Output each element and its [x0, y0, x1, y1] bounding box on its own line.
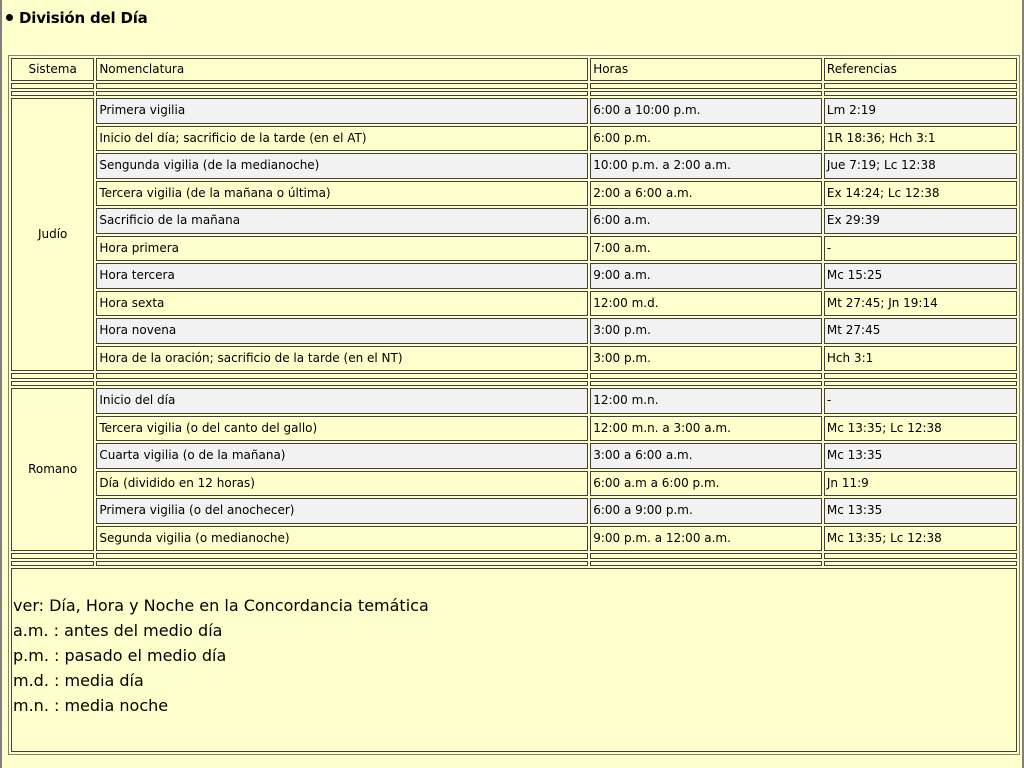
cell-referencias: Hch 3:1: [824, 346, 1017, 372]
sistema-romano: Romano: [11, 388, 94, 551]
notes-row: [11, 568, 1017, 752]
cell-horas: 3:00 a 6:00 a.m.: [590, 443, 822, 469]
cell-referencias: Ex 29:39: [824, 208, 1017, 234]
spacer-row: [11, 561, 1017, 567]
cell-referencias: Lm 2:19: [824, 98, 1017, 124]
table-row: [11, 291, 1017, 317]
cell-nomenclatura: Primera vigilia: [96, 98, 588, 124]
bullet-icon: [6, 14, 13, 21]
note-ver: ver: Día, Hora y Noche en la Concordancia temática: [13, 596, 429, 615]
cell-nomenclatura: Sengunda vigilia (de la medianoche): [96, 153, 588, 179]
cell-referencias: Mc 13:35: [824, 443, 1017, 469]
cell-referencias: Ex 14:24; Lc 12:38: [824, 181, 1017, 207]
table-row: [11, 416, 1017, 442]
cell-nomenclatura: Inicio del día: [96, 388, 588, 414]
table-header-row: [11, 58, 1017, 81]
cell-horas: 6:00 a.m a 6:00 p.m.: [590, 471, 822, 497]
table-row: [11, 153, 1017, 179]
cell-horas: 9:00 a.m.: [590, 263, 822, 289]
cell-horas: 12:00 m.n. a 3:00 a.m.: [590, 416, 822, 442]
cell-nomenclatura: Hora sexta: [96, 291, 588, 317]
sistema-judio: Judío: [11, 98, 94, 371]
cell-nomenclatura: Día (dividido en 12 horas): [96, 471, 588, 497]
cell-horas: 9:00 p.m. a 12:00 a.m.: [590, 526, 822, 552]
cell-referencias: Jue 7:19; Lc 12:38: [824, 153, 1017, 179]
table-row: [11, 498, 1017, 524]
note-md: m.d. : media día: [13, 671, 144, 690]
table-row: [11, 346, 1017, 372]
cell-nomenclatura: Inicio del día; sacrificio de la tarde (en el AT): [96, 126, 588, 152]
cell-referencias: -: [824, 236, 1017, 262]
cell-horas: 2:00 a 6:00 a.m.: [590, 181, 822, 207]
table-row: [11, 526, 1017, 552]
cell-referencias: Mc 13:35: [824, 498, 1017, 524]
table-row: [11, 236, 1017, 262]
cell-nomenclatura: Segunda vigilia (o medianoche): [96, 526, 588, 552]
cell-referencias: Mt 27:45: [824, 318, 1017, 344]
header-referencias: Referencias: [824, 58, 1017, 81]
note-mn: m.n. : media noche: [13, 696, 169, 715]
table-row: [11, 443, 1017, 469]
cell-referencias: Mc 13:35; Lc 12:38: [824, 416, 1017, 442]
cell-horas: 3:00 p.m.: [590, 318, 822, 344]
cell-horas: 6:00 p.m.: [590, 126, 822, 152]
spacer-row: [11, 373, 1017, 379]
table-row: [11, 318, 1017, 344]
table-row: [11, 388, 1017, 414]
cell-horas: 3:00 p.m.: [590, 346, 822, 372]
cell-referencias: 1R 18:36; Hch 3:1: [824, 126, 1017, 152]
table-row: [11, 126, 1017, 152]
header-sistema: Sistema: [11, 58, 94, 81]
cell-nomenclatura: Tercera vigilia (o del canto del gallo): [96, 416, 588, 442]
cell-nomenclatura: Hora novena: [96, 318, 588, 344]
page-title: [6, 9, 148, 27]
cell-horas: 6:00 a 9:00 p.m.: [590, 498, 822, 524]
cell-nomenclatura: Cuarta vigilia (o de la mañana): [96, 443, 588, 469]
cell-horas: 12:00 m.d.: [590, 291, 822, 317]
table-row: [11, 208, 1017, 234]
cell-horas: 10:00 p.m. a 2:00 a.m.: [590, 153, 822, 179]
cell-referencias: Mt 27:45; Jn 19:14: [824, 291, 1017, 317]
cell-referencias: -: [824, 388, 1017, 414]
page-title-text: División del Día: [19, 9, 148, 27]
cell-referencias: Mc 13:35; Lc 12:38: [824, 526, 1017, 552]
table-row: [11, 471, 1017, 497]
cell-referencias: Jn 11:9: [824, 471, 1017, 497]
note-pm: p.m. : pasado el medio día: [13, 646, 227, 665]
table-row: [11, 181, 1017, 207]
cell-horas: 6:00 a 10:00 p.m.: [590, 98, 822, 124]
cell-nomenclatura: Sacrificio de la mañana: [96, 208, 588, 234]
note-am: a.m. : antes del medio día: [13, 621, 223, 640]
division-table: [8, 55, 1020, 755]
table-row: [11, 263, 1017, 289]
table-row: [11, 98, 1017, 124]
notes-cell: [11, 568, 1017, 752]
spacer-row: [11, 553, 1017, 559]
cell-nomenclatura: Hora primera: [96, 236, 588, 262]
spacer-row: [11, 83, 1017, 89]
cell-nomenclatura: Hora de la oración; sacrificio de la tarde (en el NT): [96, 346, 588, 372]
header-horas: Horas: [590, 58, 822, 81]
spacer-row: [11, 381, 1017, 387]
cell-horas: 6:00 a.m.: [590, 208, 822, 234]
cell-nomenclatura: Tercera vigilia (de la mañana o última): [96, 181, 588, 207]
cell-horas: 7:00 a.m.: [590, 236, 822, 262]
cell-referencias: Mc 15:25: [824, 263, 1017, 289]
cell-nomenclatura: Hora tercera: [96, 263, 588, 289]
spacer-row: [11, 91, 1017, 97]
cell-nomenclatura: Primera vigilia (o del anochecer): [96, 498, 588, 524]
cell-horas: 12:00 m.n.: [590, 388, 822, 414]
header-nomenclatura: Nomenclatura: [96, 58, 588, 81]
